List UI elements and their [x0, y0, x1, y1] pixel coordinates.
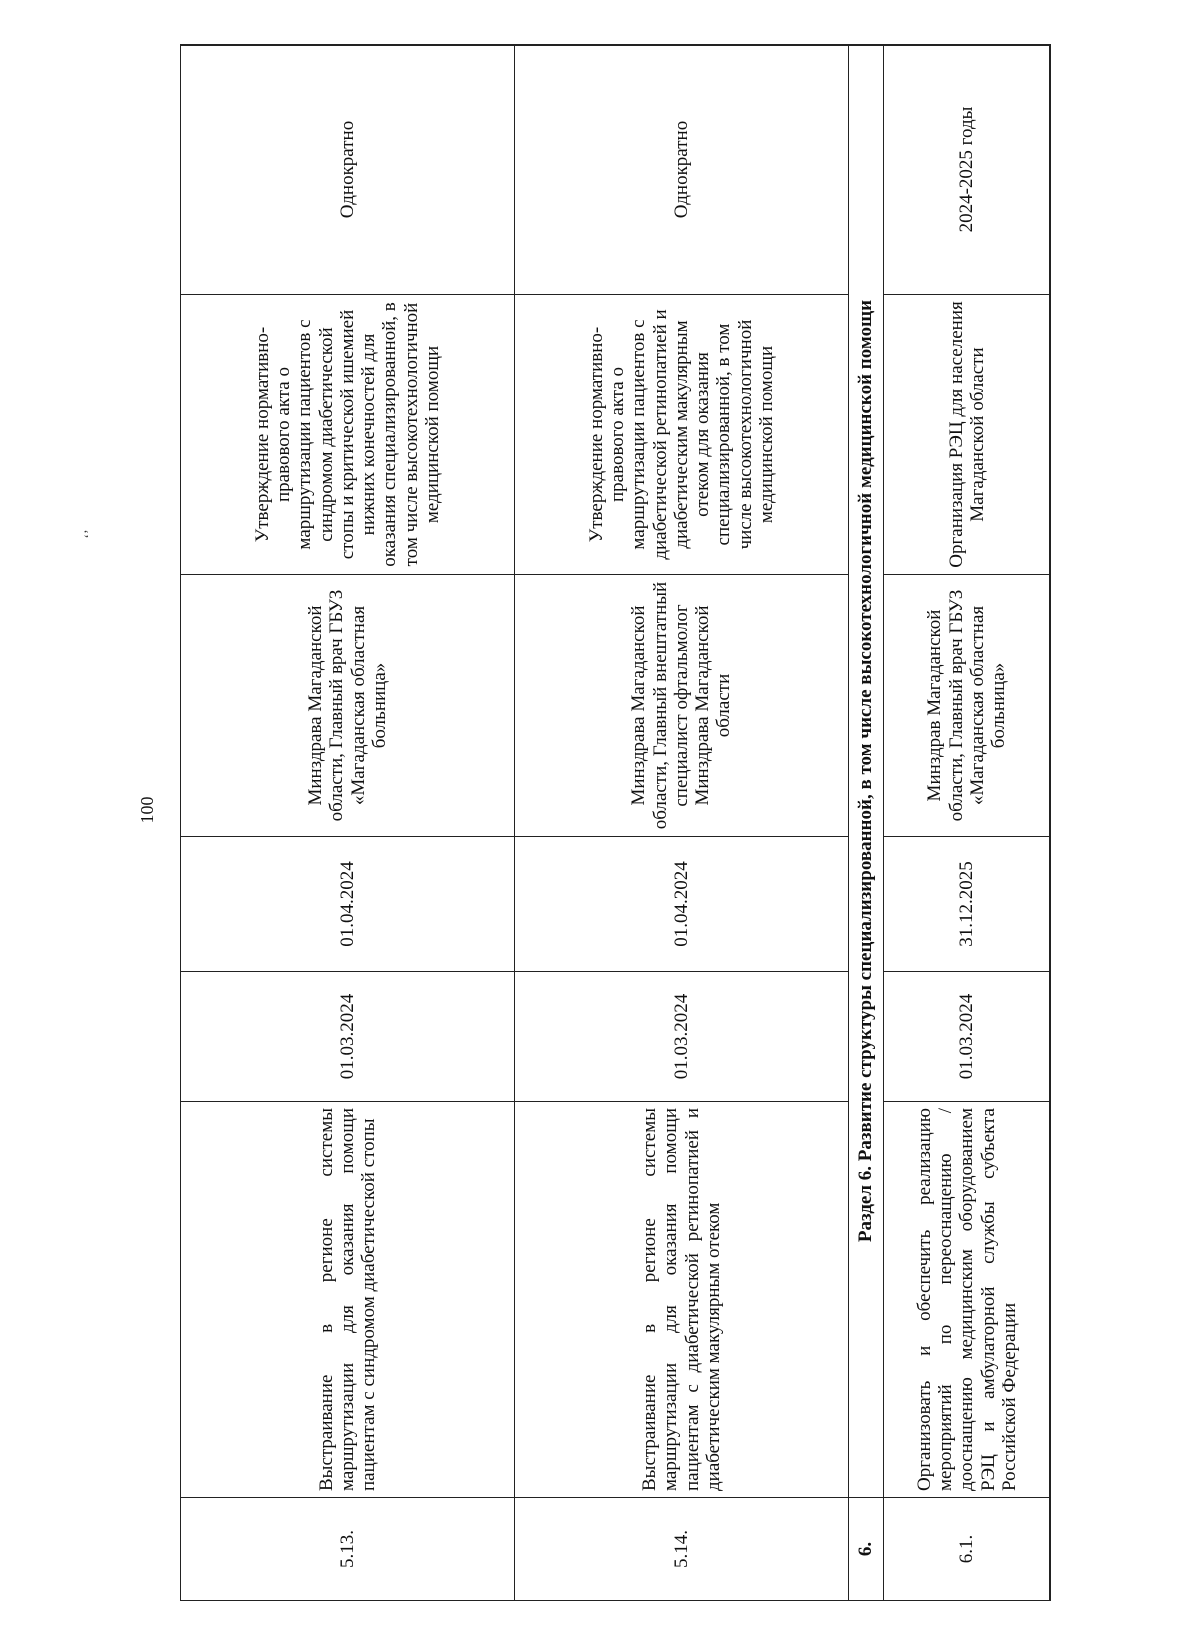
start-date-cell: 01.03.2024 [515, 972, 849, 1102]
responsible-cell: Минздрава Магаданской области, Главный врач ГБУЗ «Магаданская областная больница» [181, 575, 515, 837]
row-number: 5.13. [181, 1498, 515, 1601]
responsible-cell: Минздрава Магаданской области, Главный внештатный специалист офтальмолог Минздрава Магаданской области [515, 575, 849, 837]
rotated-table-container [180, 45, 1050, 1601]
frequency-cell: 2024-2025 годы [884, 45, 1051, 295]
result-cell: Организация РЭЦ для населения Магаданской области [884, 295, 1051, 575]
frequency-cell: Однократно [515, 45, 849, 295]
table-row-5-14 [515, 45, 849, 1601]
start-date-cell: 01.03.2024 [181, 972, 515, 1102]
end-date-cell: 01.04.2024 [515, 837, 849, 972]
table-row-5-13 [181, 45, 515, 1601]
end-date-cell: 01.04.2024 [181, 837, 515, 972]
page-number: 100 [137, 796, 157, 824]
activity-cell: Выстраивание в регионе системы маршрутизации для оказания помощи пациентам с диабетической ретинопатией и диабетическим макулярным отеком [515, 1102, 849, 1498]
measures-table [180, 44, 1051, 1601]
start-date-cell: 01.03.2024 [884, 972, 1051, 1102]
table-row-6-1 [884, 45, 1051, 1601]
section-row [849, 45, 884, 1601]
end-date-cell: 31.12.2025 [884, 837, 1051, 972]
result-cell: Утверждение нормативно-правового акта о маршрутизации пациентов с синдромом диабетической стопы и критической ишемией нижних конечностей для оказания специализированной, в том числе высокотехнологичной медицинской помощи [181, 295, 515, 575]
activity-cell: Организовать и обеспечить реализацию мероприятий по переоснащению / дооснащению медицинским оборудованием РЭЦ и амбулаторной службы субъекта Российской Федерации [884, 1102, 1051, 1498]
section-number: 6. [849, 1498, 884, 1601]
activity-cell: Выстраивание в регионе системы маршрутизации для оказания помощи пациентам с синдромом диабетической стопы [181, 1102, 515, 1498]
section-title: Раздел 6. Развитие структуры специализированной, в том числе высокотехнологичной медицинской помощи [849, 45, 884, 1498]
frequency-cell: Однократно [181, 45, 515, 295]
row-number: 5.14. [515, 1498, 849, 1601]
row-number: 6.1. [884, 1498, 1051, 1601]
scan-mark: ʻʼ [82, 529, 98, 539]
result-cell: Утверждение нормативно-правового акта о маршрутизации пациентов с диабетической ретинопатией и диабетическим макулярным отеком для оказания специализированной, в том числе высокотехнологичной медицинской помощи [515, 295, 849, 575]
responsible-cell: Минздрав Магаданской области, Главный врач ГБУЗ «Магаданская областная больница» [884, 575, 1051, 837]
